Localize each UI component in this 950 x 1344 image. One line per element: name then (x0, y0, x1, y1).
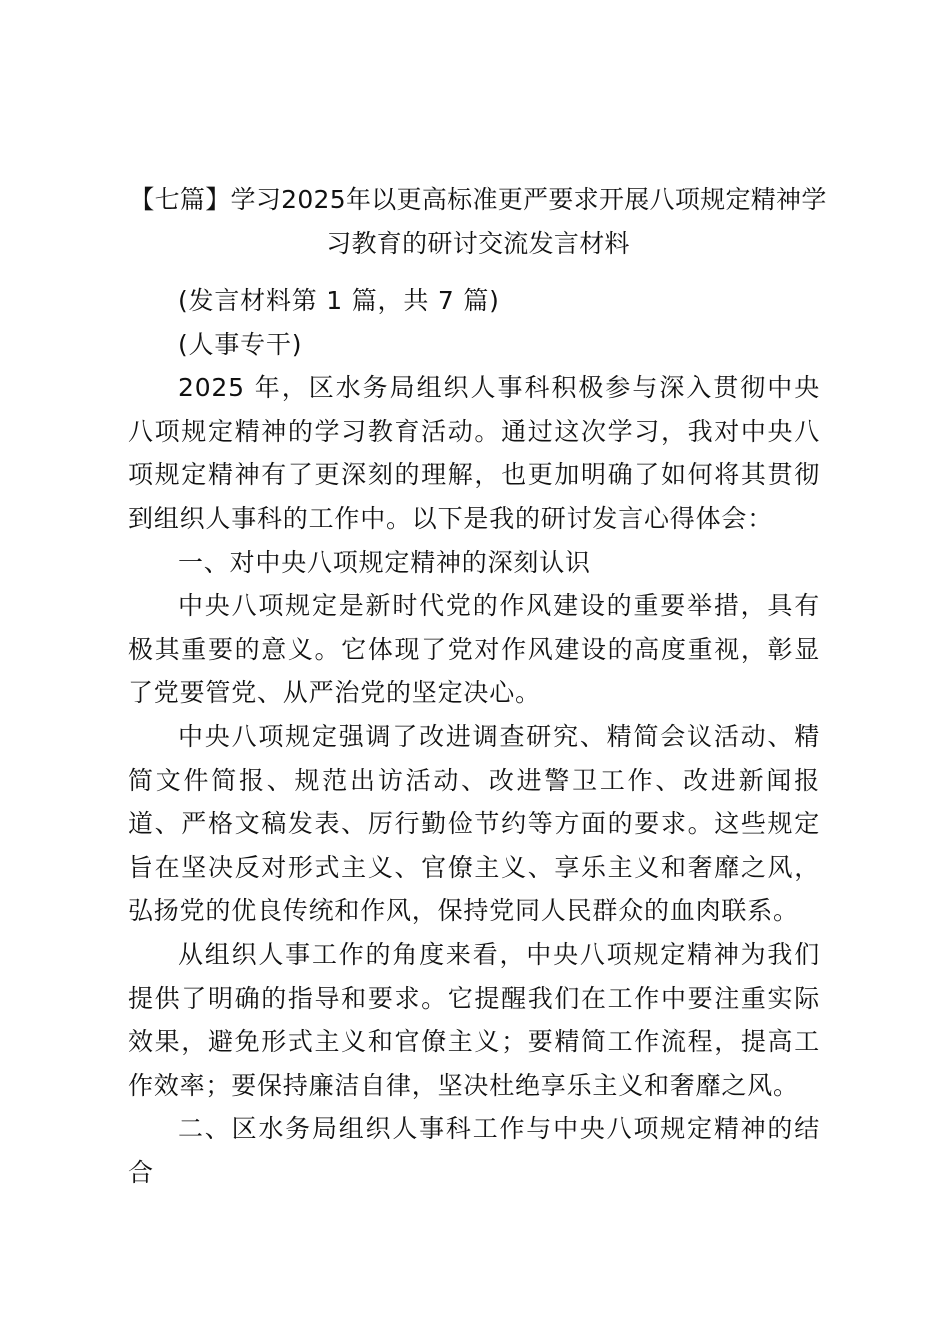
speaker-role: (人事专干) (178, 329, 303, 359)
speech-number-note: (发言材料第 1 篇，共 7 篇) (178, 286, 500, 315)
document-title: 【七篇】学习2025年以更高标准更严要求开展八项规定精神学习教育的研讨交流发言材料 (129, 185, 827, 258)
document-body (128, 279, 820, 1194)
section-heading-2: 二、区水务局组织人事科工作与中央八项规定精神的结合 (128, 1114, 820, 1187)
intro-paragraph: 2025 年，区水务局组织人事科积极参与深入贯彻中央八项规定精神的学习教育活动。通过这次学习，我对中央八项规定精神有了更深刻的理解，也更加明确了如何将其贯彻到组织人事科的工作中。以下是我的研讨发言心得体会： (128, 373, 820, 533)
body-paragraph: 从组织人事工作的角度来看，中央八项规定精神为我们提供了明确的指导和要求。它提醒我们在工作中要注重实际效果，避免形式主义和官僚主义；要精简工作流程，提高工作效率；要保持廉洁自律，坚决杜绝享乐主义和奢靡之风。 (128, 939, 820, 1100)
section-heading-1: 一、对中央八项规定精神的深刻认识 (178, 547, 591, 577)
body-paragraph: 中央八项规定是新时代党的作风建设的重要举措，具有极其重要的意义。它体现了党对作风建设的高度重视，彰显了党要管党、从严治党的坚定决心。 (128, 591, 820, 708)
body-paragraph: 中央八项规定强调了改进调查研究、精简会议活动、精简文件简报、规范出访活动、改进警卫工作、改进新闻报道、严格文稿发表、厉行勤俭节约等方面的要求。这些规定旨在坚决反对形式主义、官僚主义、享乐主义和奢靡之风，弘扬党的优良传统和作风，保持党同人民群众的血肉联系。 (128, 721, 820, 926)
